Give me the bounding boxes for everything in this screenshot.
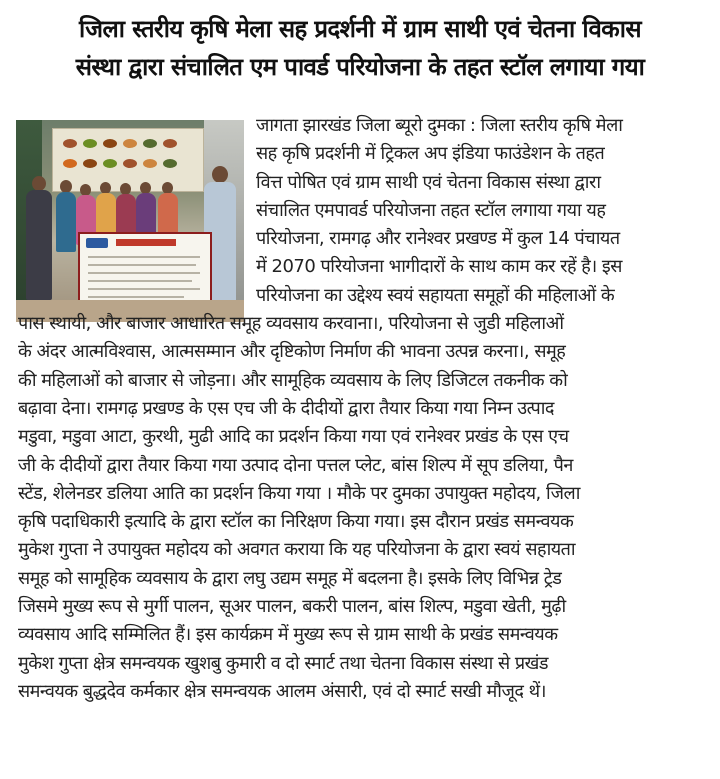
article-body bbox=[18, 112, 706, 706]
headline-line-1: जिला स्तरीय कृषि मेला सह प्रदर्शनी में ग्राम साथी एवं चेतना विकास bbox=[79, 15, 641, 43]
body-line: की महिलाओं को बाजार से जोड़ना। और सामूहिक व्यवसाय के लिए डिजिटल तकनीक को bbox=[18, 369, 568, 391]
body-line: मुकेश गुप्ता ने उपायुक्त महोदय को अवगत कराया कि यह परियोजना के द्वारा स्वयं सहायता bbox=[18, 539, 576, 561]
body-line: में 2070 परियोजना भागीदारों के साथ काम कर रहें है। इस bbox=[256, 256, 622, 278]
body-line: मुकेश गुप्ता क्षेत्र समन्वयक खुशबु कुमारी व दो स्मार्ट तथा चेतना विकास संस्था से प्रखंड bbox=[18, 652, 549, 674]
body-line: मडुवा, मडुवा आटा, कुरथी, मुढी आदि का प्रदर्शन किया गया एवं रानेश्वर प्रखंड के एस एच bbox=[18, 426, 569, 448]
body-line: समूह को सामूहिक व्यवसाय के द्वारा लघु उद्यम समूह में बदलना है। इसके लिए विभिन्न ट्रेड bbox=[18, 567, 562, 589]
body-line: परियोजना का उद्देश्य स्वयं सहायता समूहों की महिलाओं के bbox=[256, 284, 615, 306]
body-line: व्यवसाय आदि सम्मिलित हैं। इस कार्यक्रम में मुख्य रूप से ग्राम साथी के प्रखंड समन्वयक bbox=[18, 624, 558, 646]
body-line: वित्त पोषित एवं ग्राम साथी एवं चेतना विकास संस्था द्वारा bbox=[256, 171, 601, 193]
body-line: जागता झारखंड जिला ब्यूरो दुमका : जिला स्तरीय कृषि मेला bbox=[256, 115, 623, 136]
body-line: समन्वयक बुद्धदेव कर्मकार क्षेत्र समन्वयक आलम अंसारी, एवं दो स्मार्ट सखी मौजूद थें। bbox=[18, 680, 546, 702]
body-line: के अंदर आत्मविश्वास, आत्मसम्मान और दृष्टिकोण निर्माण की भावना उत्पन्न करना।, समूह bbox=[18, 341, 566, 363]
body-line: परियोजना, रामगढ़ और रानेश्वर प्रखण्ड में कुल 14 पंचायत bbox=[256, 228, 620, 250]
body-line: कृषि पदाधिकारी इत्यादि के द्वारा स्टॉल का निरिक्षण किया गया। इस दौरान प्रखंड समन्वयक bbox=[18, 511, 574, 533]
body-line: सह कृषि प्रदर्शनी में ट्रिकल अप इंडिया फाउंडेशन के तहत bbox=[256, 143, 605, 165]
headline-line-2: संस्था द्वारा संचालित एम पावर्ड परियोजना के तहत स्टॉल लगाया गया bbox=[75, 53, 645, 81]
body-line: बढ़ावा देना। रामगढ़ प्रखण्ड के एस एच जी के दीदीयों द्वारा तैयार किया गया निम्न उत्पाद bbox=[18, 397, 554, 419]
body-line: जी के दीदीयों द्वारा तैयार किया गया उत्पाद दोना पत्तल प्लेट, बांस शिल्प में सूप डलिया, पैन bbox=[18, 454, 573, 476]
body-line: संचालित एमपावर्ड परियोजना तहत स्टॉल लगाया गया यह bbox=[256, 199, 606, 221]
body-line: स्टेंड, शेलेनडर डलिया आति का प्रदर्शन किया गया । मौके पर दुमका उपायुक्त महोदय, जिला bbox=[18, 482, 580, 504]
headline bbox=[8, 10, 712, 86]
body-line: पास स्थायी, और बाजार आधारित समूह व्यवसाय करवाना।, परियोजना से जुडी महिलाओं bbox=[18, 313, 564, 335]
body-line: जिसमे मुख्य रूप से मुर्गी पालन, सूअर पालन, बकरी पालन, बांस शिल्प, मडुवा खेती, मुढ़ी bbox=[18, 596, 566, 618]
